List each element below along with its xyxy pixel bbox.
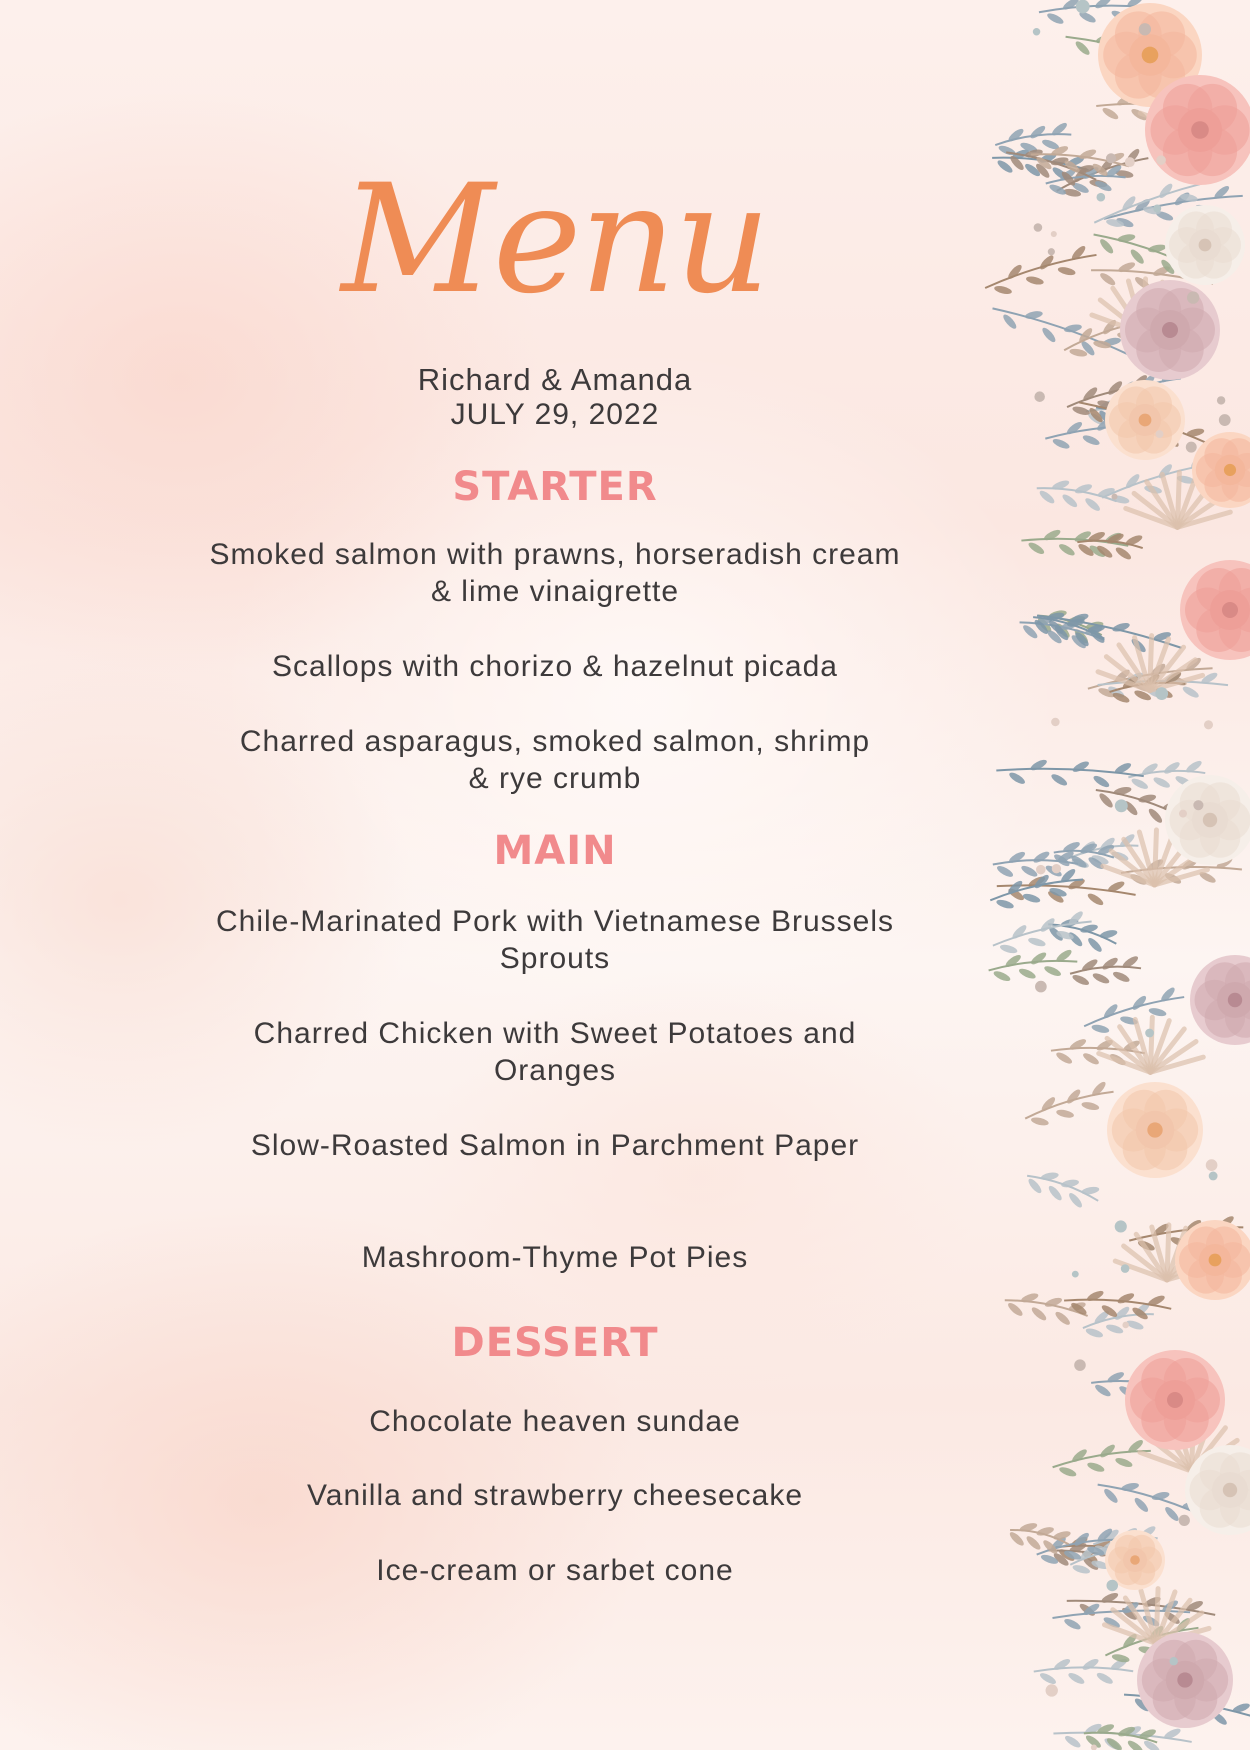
dessert-item: Chocolate heaven sundae [369,1405,741,1438]
main-item: Mashroom-Thyme Pot Pies [361,1241,749,1274]
starter-item: Scallops with chorizo & hazelnut picada [272,650,838,683]
dessert-item: Vanilla and strawberry cheesecake [306,1479,804,1512]
starter-heading: STARTER [452,464,658,510]
starter-item: Charred asparagus, smoked salmon, shrimp & rye crumb [239,725,871,795]
dessert-item: Ice-cream or sarbet cone [376,1554,734,1587]
event-date: JULY 29, 2022 [450,398,660,431]
couple-names: Richard & Amanda [417,362,693,397]
main-item: Slow-Roasted Salmon in Parchment Paper [250,1129,860,1162]
main-item: Charred Chicken with Sweet Potatoes and Oranges [253,1017,857,1087]
starter-item: Smoked salmon with prawns, horseradish cream & lime vinaigrette [209,538,901,608]
menu-title: Menu [341,153,769,327]
dessert-heading: DESSERT [451,1320,659,1366]
main-item: Chile-Marinated Pork with Vietnamese Brussels Sprouts [215,905,895,975]
floral-border-icon [975,0,1250,1750]
main-heading: MAIN [493,828,617,874]
